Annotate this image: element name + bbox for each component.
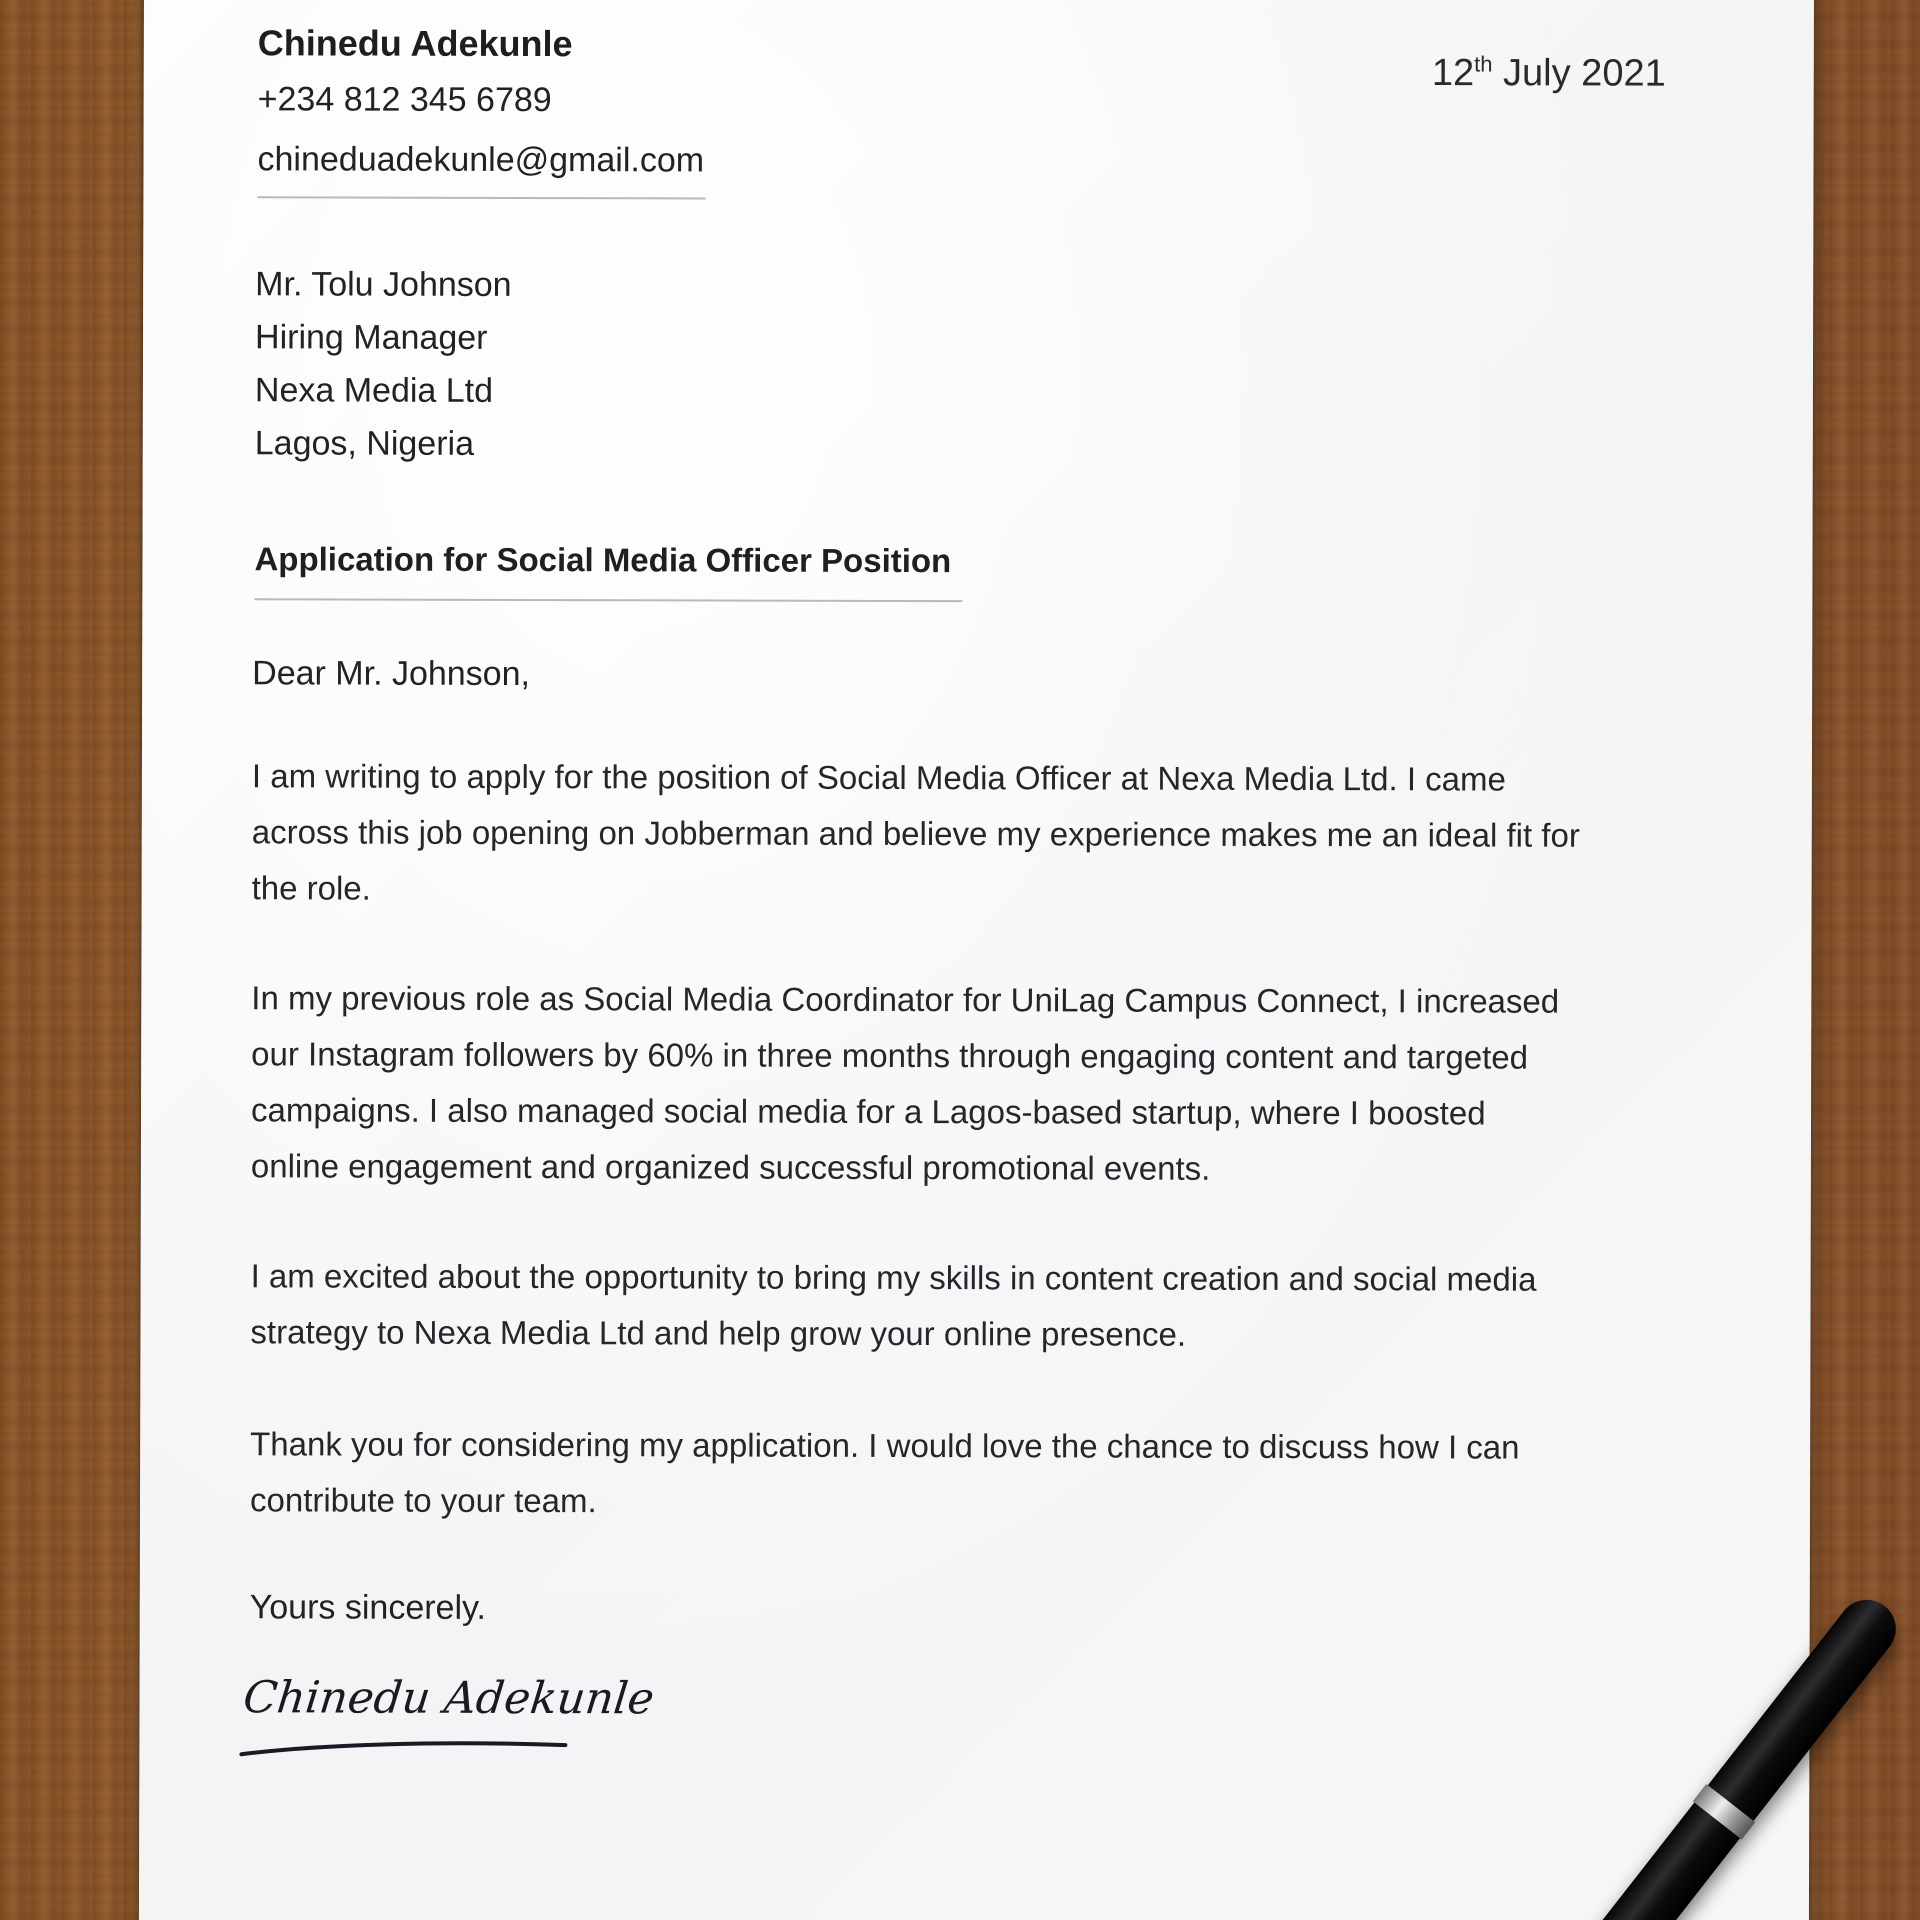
recipient-block — [255, 258, 512, 471]
salutation: Dear Mr. Johnson, — [252, 654, 531, 694]
body-paragraph-3: I am excited about the opportunity to bring my skills in content creation and social media strategy to Nexa Media Ltd and help grow your online presence. — [250, 1257, 1537, 1353]
recipient-company: Nexa Media Ltd — [254, 371, 494, 410]
sender-name: Chinedu Adekunle — [257, 22, 573, 65]
sender-email: chineduadekunle@gmail.com — [257, 140, 705, 180]
recipient-title: Hiring Manager — [255, 318, 488, 357]
body-paragraph-1: I am writing to apply for the position of Social Media Officer at Nexa Media Ltd. I came across this job opening on Jobberman and believe my experience makes me an ideal fit for the role. — [251, 757, 1580, 907]
sender-divider — [257, 196, 705, 199]
date-day: 12 — [1431, 52, 1475, 95]
letter-paper — [139, 0, 1814, 1920]
body-paragraph-2: In my previous role as Social Media Coordinator for UniLag Campus Connect, I increased our Instagram followers by 60% in three months through engaging content and targeted campaigns. I also managed social media for a Lagos-based startup, where I boosted online engagement and organized successful promotional events. — [250, 979, 1560, 1187]
closing: Yours sincerely. — [249, 1588, 487, 1627]
date-suffix: th — [1474, 51, 1493, 77]
date-month-year: July 2021 — [1492, 52, 1666, 95]
body-paragraph-4: Thank you for considering my application. I would love the chance to discuss how I can contribute to your team. — [249, 1425, 1520, 1520]
recipient-name: Mr. Tolu Johnson — [255, 265, 512, 304]
subject-divider — [254, 598, 962, 602]
letter-date — [1432, 51, 1666, 95]
letter-content — [139, 0, 1814, 1920]
signature-underline — [239, 1734, 569, 1765]
subject-line: Application for Social Media Officer Position — [254, 540, 952, 580]
sender-phone: +234 812 345 6789 — [257, 80, 552, 120]
recipient-location: Lagos, Nigeria — [254, 424, 475, 463]
signature: Chinedu Adekunle — [240, 1672, 657, 1725]
